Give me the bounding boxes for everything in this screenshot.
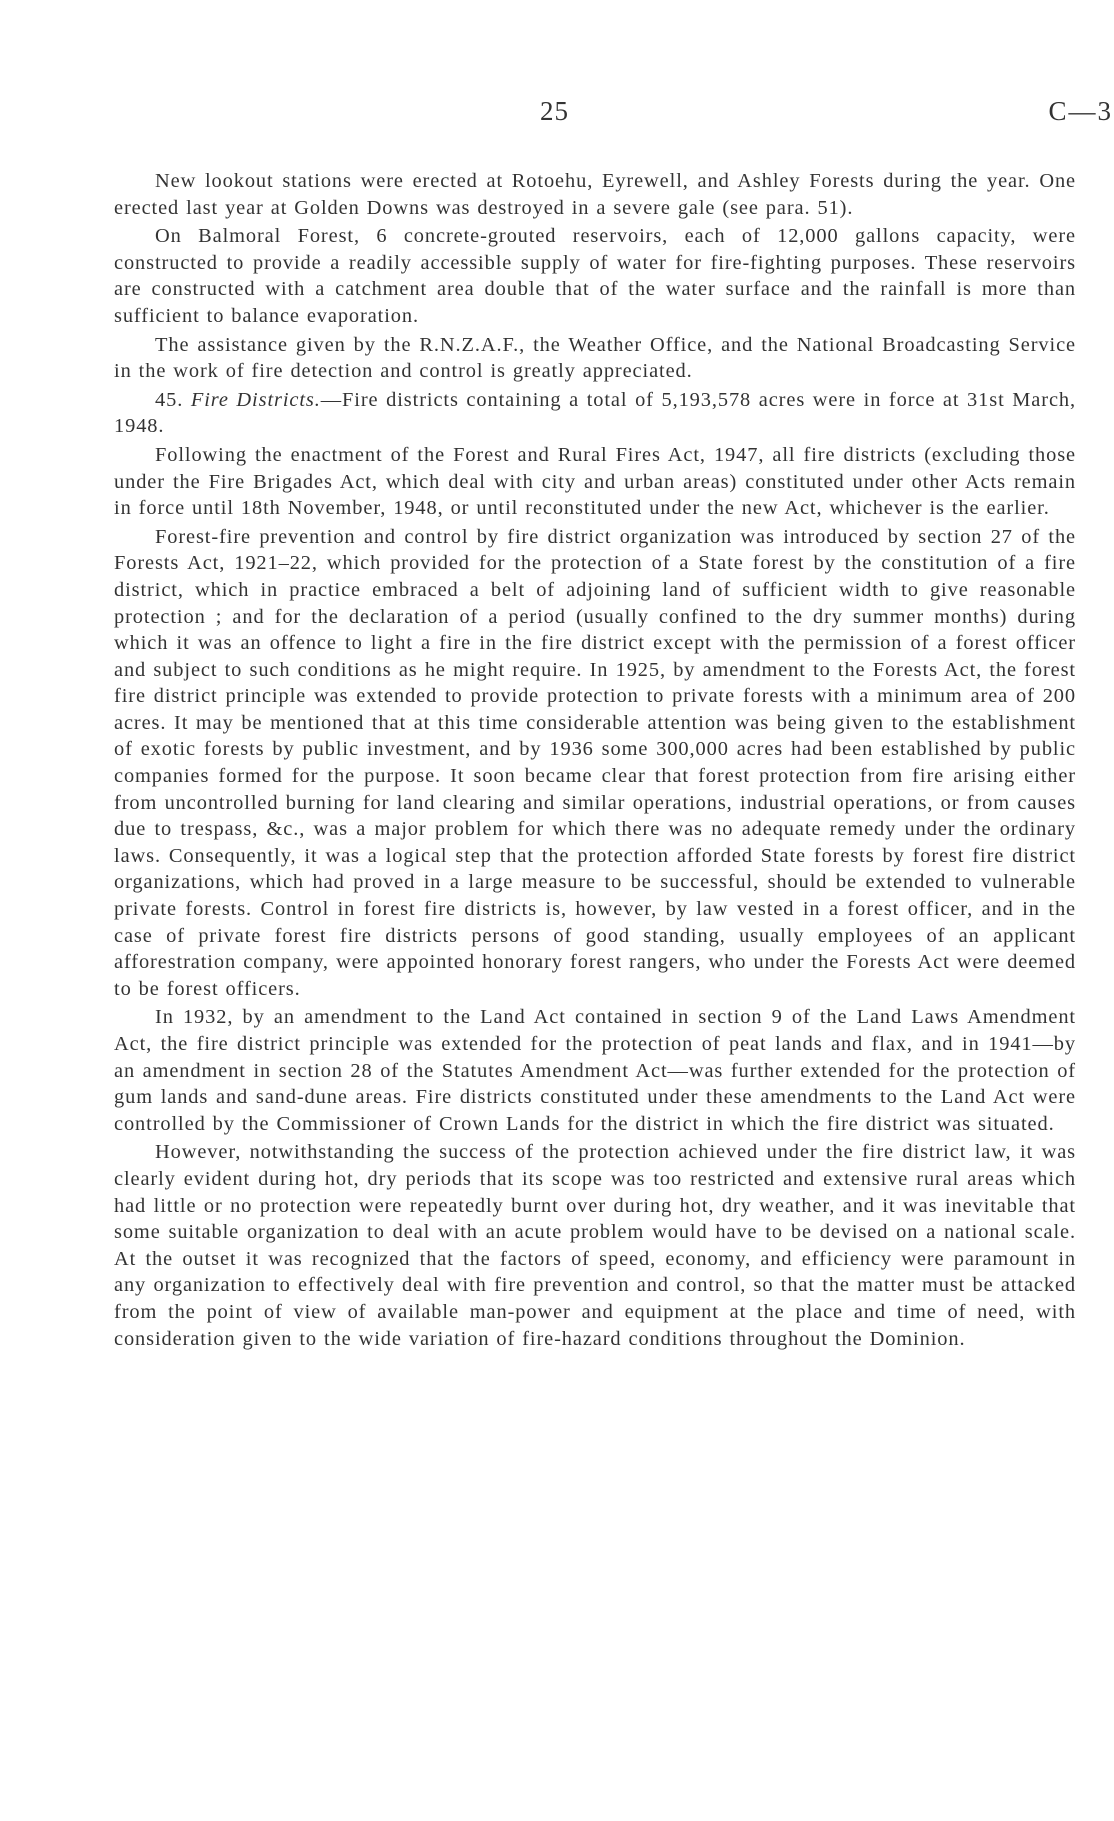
page-number: 25 [540,96,569,126]
section-heading: Fire Districts. [190,388,321,411]
document-reference: C—3 [1048,96,1113,126]
paragraph-land-act-amendment: In 1932, by an amendment to the Land Act contained in section 9 of the Land Laws Amendment Act, the fire district principle was extended for the protection of peat lands and flax, and in 1941—by an amendment in section 28 of the Statutes Amendment Act—was further extended for the protection of gum lands and sand-dune areas. Fire districts constituted under these amendments to the Land Act were controlled by the Commissioner of Crown Lands for the district in which the fire district was situated. [114,1006,1076,1135]
paragraph-forest-fire-prevention: Forest-fire prevention and control by fire district organization was introduced by section 27 of the Forests Act, 1921–22, which provided for the protection of a State forest by the constitution of a fire district, which in practice embraced a belt of adjoining land of sufficient width to give reasonable protection ; and for the declaration of a period (usually confined to the dry summer months) during which it was an offence to light a fire in the fire district except with the permission of a forest officer and subject to such conditions as he might require. In 1925, by amendment to the Forests Act, the forest fire district principle was extended to provide protection to private forests with a minimum area of 200 acres. It may be mentioned that at this time considerable attention was being given to the establishment of exotic forests by public investment, and by 1936 some 300,000 acres had been established by public companies formed for the purpose. It soon became clear that forest protection from fire arising either from uncontrolled burning for land clearing and similar operations, industrial operations, or from causes due to trespass, &c., was a major problem for which there was no adequate remedy under the ordinary laws. Consequently, it was a logical step that the protection afforded State forests by forest fire district organizations, which had proved in a large measure to be successful, should be extended to vulnerable private forests. Control in forest fire districts is, however, by law vested in a forest officer, and in the case of private forest fire districts persons of good standing, usually employees of an applicant afforestration company, were appointed honorary forest rangers, who under the Forests Act were deemed to be forest officers. [114,525,1076,1000]
document-body [114,168,1076,1354]
paragraph-fire-districts [114,387,1076,440]
section-number: 45. [155,388,184,411]
paragraph-balmoral-reservoirs: On Balmoral Forest, 6 concrete-grouted reservoirs, each of 12,000 gallons capacity, were constructed to provide a readily accessible supply of water for fire-fighting purposes. These reservoirs are constructed with a catchment area double that of the water surface and the rainfall is more than sufficient to balance evaporation. [114,225,1076,327]
section-text: —Fire districts containing a total of 5,193,578 acres were in force at 31st March, 1948. [114,388,1076,438]
paragraph-lookout-stations: New lookout stations were erected at Rotoehu, Eyrewell, and Ashley Forests during the year. One erected last year at Golden Downs was destroyed in a severe gale (see para. 51). [114,170,1076,219]
paragraph-national-scale: However, notwithstanding the success of the protection achieved under the fire district law, it was clearly evident during hot, dry periods that its scope was too restricted and extensive rural areas which had little or no protection were repeatedly burnt over during hot, dry weather, and it was inevitable that some suitable organization to deal with an acute problem would have to be devised on a national scale. At the outset it was recognized that the factors of speed, economy, and efficiency were paramount in any organization to effectively deal with fire prevention and control, so that the matter must be attacked from the point of view of available man-power and equipment at the place and time of need, with consideration given to the wide variation of fire-hazard conditions throughout the Dominion. [114,1141,1076,1350]
paragraph-assistance: The assistance given by the R.N.Z.A.F., the Weather Office, and the National Broadcasting Service in the work of fire detection and control is greatly appreciated. [114,333,1076,383]
paragraph-fires-act: Following the enactment of the Forest and Rural Fires Act, 1947, all fire districts (excluding those under the Fire Brigades Act, which deal with city and urban areas) constituted under other Acts remain in force until 18th November, 1948, or until reconstituted under the new Act, whichever is the earlier. [114,443,1076,520]
page-header [0,96,1114,136]
